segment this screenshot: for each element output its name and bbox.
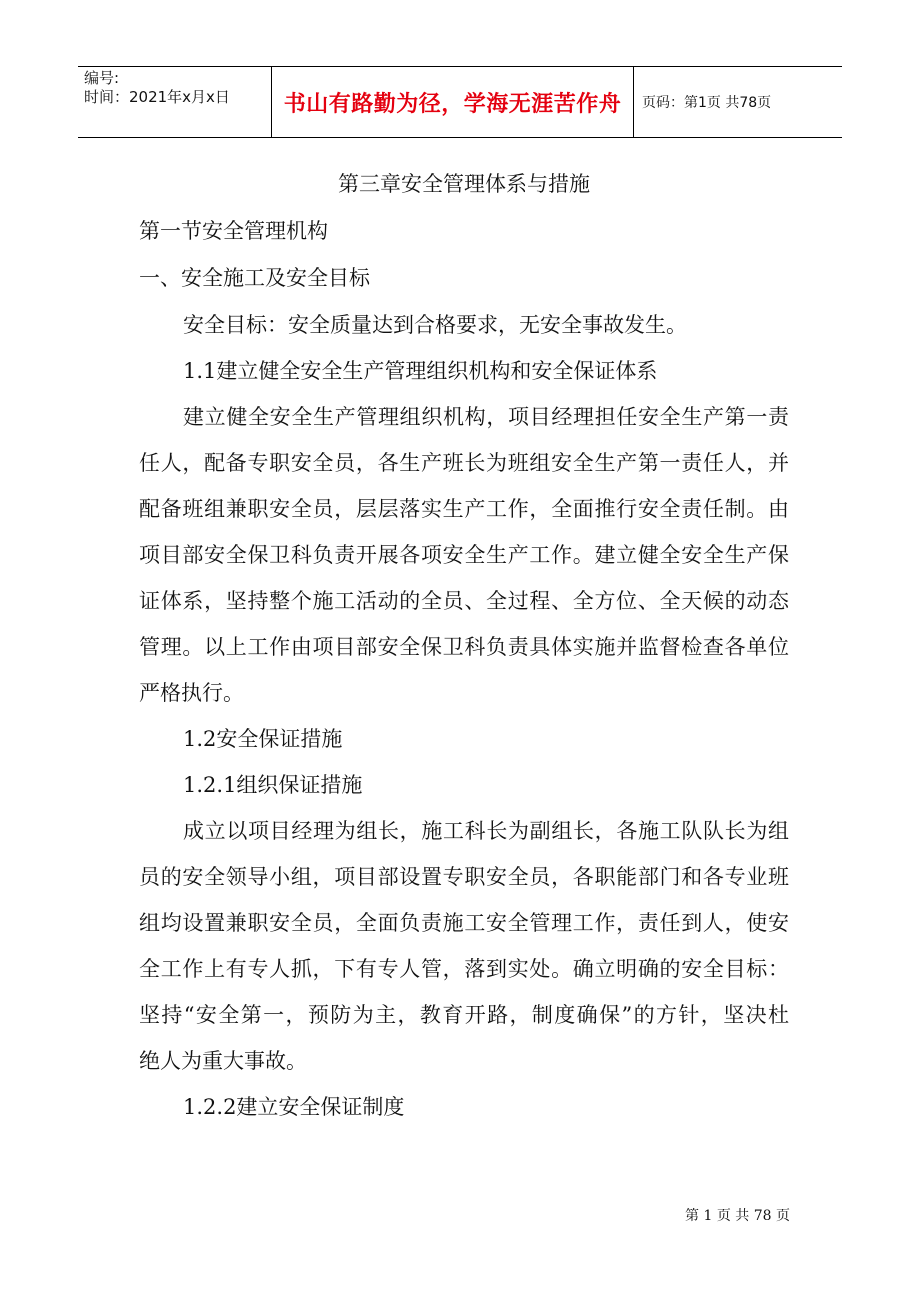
paragraph-line: 坚持“安全第一，预防为主，教育开路，制度确保”的方针，坚决杜 bbox=[139, 1003, 789, 1027]
subsection-title: 一、安全施工及安全目标 bbox=[139, 266, 370, 290]
heading-1-2-2: 1.2.2建立安全保证制度 bbox=[183, 1095, 405, 1119]
page-header bbox=[78, 66, 842, 138]
paragraph-line: 管理。以上工作由项目部安全保卫科负责具体实施并监督检查各单位 bbox=[139, 635, 789, 659]
safety-goal: 安全目标：安全质量达到合格要求，无安全事故发生。 bbox=[183, 313, 687, 337]
paragraph-line: 任人，配备专职安全员，各生产班长为班组安全生产第一责任人，并 bbox=[139, 451, 789, 475]
paragraph-line: 严格执行。 bbox=[139, 681, 244, 705]
paragraph-line: 组均设置兼职安全员，全面负责施工安全管理工作，责任到人，使安 bbox=[139, 911, 789, 935]
heading-1-2: 1.2安全保证措施 bbox=[183, 727, 343, 751]
paragraph-line: 全工作上有专人抓，下有专人管，落到实处。确立明确的安全目标： bbox=[139, 957, 789, 981]
paragraph-line: 成立以项目经理为组长，施工科长为副组长，各施工队队长为组 bbox=[183, 819, 789, 843]
header-meta bbox=[78, 67, 272, 137]
paragraph-2 bbox=[139, 808, 789, 1084]
chapter-title: 第三章安全管理体系与措施 bbox=[338, 172, 590, 196]
document-body bbox=[139, 160, 789, 1130]
paragraph-line: 项目部安全保卫科负责开展各项安全生产工作。建立健全安全生产保 bbox=[139, 543, 789, 567]
section-title: 第一节安全管理机构 bbox=[139, 219, 328, 243]
document-number-label: 编号: bbox=[84, 69, 120, 87]
header-motto: 书山有路勤为径，学海无涯苦作舟 bbox=[272, 67, 634, 137]
header-page-number: 页码：第1页 共78页 bbox=[642, 95, 772, 111]
paragraph-1 bbox=[139, 394, 789, 716]
paragraph-line: 员的安全领导小组，项目部设置专职安全员，各职能部门和各专业班 bbox=[139, 865, 789, 889]
document-date: 时间：2021年x月x日 bbox=[84, 88, 230, 106]
paragraph-line: 证体系，坚持整个施工活动的全员、全过程、全方位、全天候的动态 bbox=[139, 589, 789, 613]
heading-1-1: 1.1建立健全安全生产管理组织机构和安全保证体系 bbox=[183, 359, 658, 383]
paragraph-line: 配备班组兼职安全员，层层落实生产工作，全面推行安全责任制。由 bbox=[139, 497, 789, 521]
page-footer: 第 1 页 共 78 页 bbox=[685, 1208, 790, 1224]
heading-1-2-1: 1.2.1组织保证措施 bbox=[183, 773, 363, 797]
paragraph-line: 建立健全安全生产管理组织机构，项目经理担任安全生产第一责 bbox=[183, 405, 789, 429]
paragraph-line: 绝人为重大事故。 bbox=[139, 1049, 307, 1073]
